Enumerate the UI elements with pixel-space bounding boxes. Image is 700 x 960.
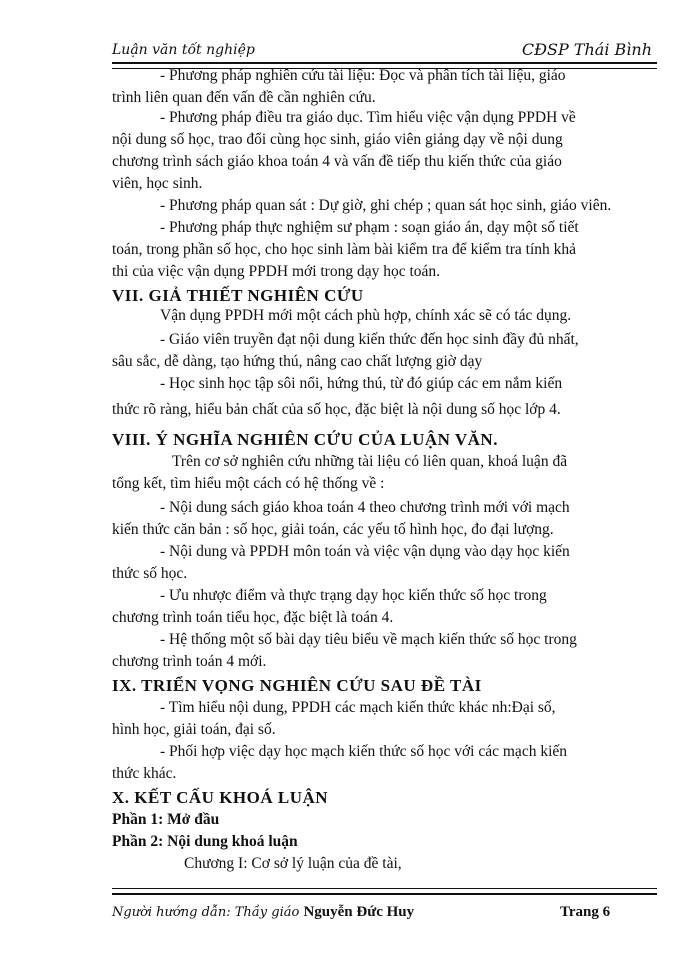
paragraph-line: - Phương pháp nghiên cứu tài liệu: Đọc và phân tích tài liệu, giáo bbox=[160, 67, 566, 84]
section-heading: IX. TRIỂN VỌNG NGHIÊN CỨU SAU ĐỀ TÀI bbox=[112, 676, 482, 695]
paragraph-line: viên, học sinh. bbox=[112, 175, 203, 192]
footer-rule bbox=[112, 888, 657, 895]
header-thesis-label: Luận văn tốt nghiệp bbox=[112, 42, 255, 58]
paragraph-line: - Hệ thống một số bài dạy tiêu biểu về mạch kiến thức số học trong bbox=[160, 631, 577, 648]
section-heading: VII. GIẢ THIẾT NGHIÊN CỨU bbox=[112, 286, 364, 305]
outline-item: Phần 1: Mở đầu bbox=[112, 811, 220, 828]
paragraph-line: - Nội dung sách giáo khoa toán 4 theo chương trình mới với mạch bbox=[160, 499, 570, 516]
paragraph-line: thi của việc vận dụng PPDH mới trong dạy học toán. bbox=[112, 263, 441, 280]
page-header bbox=[112, 40, 652, 62]
paragraph-line: - Ưu nhược điểm và thực trạng dạy học kiến thức số học trong bbox=[160, 587, 547, 604]
paragraph-line: chương trình sách giáo khoa toán 4 và vấn đề tiếp thu kiến thức của giáo bbox=[112, 153, 562, 170]
paragraph-line: nội dung số học, trao đổi cùng học sinh, giáo viên giảng dạy về nội dung bbox=[112, 131, 563, 148]
header-school-label: CĐSP Thái Bình bbox=[521, 40, 652, 59]
paragraph-line: - Phương pháp điều tra giáo dục. Tìm hiểu việc vận dụng PPDH về bbox=[160, 109, 576, 126]
paragraph-line: thức số học. bbox=[112, 565, 188, 582]
footer-instructor bbox=[112, 904, 414, 921]
instructor-prefix: Người hướng dẫn: Thầy giáo bbox=[112, 905, 304, 920]
paragraph-line: - Phối hợp việc dạy học mạch kiến thức số học với các mạch kiến bbox=[160, 743, 568, 760]
paragraph-line: kiến thức căn bản : số học, giải toán, các yếu tố hình học, đo đại lượng. bbox=[112, 521, 554, 538]
paragraph-line: - Học sinh học tập sôi nổi, hứng thú, từ đó giúp các em nắm kiến bbox=[160, 375, 563, 392]
outline-item: Phần 2: Nội dung khoá luận bbox=[112, 833, 298, 850]
instructor-name: Nguyễn Đức Huy bbox=[303, 904, 415, 920]
paragraph-line: sâu sắc, dễ dàng, tạo hứng thú, nâng cao chất lượng giờ dạy bbox=[112, 353, 483, 370]
paragraph-line: - Nội dung và PPDH môn toán và việc vận dụng vào dạy học kiến bbox=[160, 543, 570, 560]
paragraph-line: - Phương pháp quan sát : Dự giờ, ghi chép ; quan sát học sinh, giáo viên. bbox=[160, 197, 612, 214]
page-number: Trang 6 bbox=[560, 904, 611, 920]
paragraph-line: chương trình toán tiểu học, đặc biệt là toán 4. bbox=[112, 609, 394, 626]
paragraph-line: Vận dụng PPDH mới một cách phù hợp, chính xác sẽ có tác dụng. bbox=[160, 307, 572, 324]
paragraph-line: - Giáo viên truyền đạt nội dung kiến thức đến học sinh đầy đủ nhất, bbox=[160, 331, 579, 348]
paragraph-line: trình liên quan đến vấn đề cần nghiên cứu. bbox=[112, 89, 376, 106]
paragraph-line: - Tìm hiểu nội dung, PPDH các mạch kiến thức khác nh:Đại số, bbox=[160, 699, 556, 716]
paragraph-line: tổng kết, tìm hiểu một cách có hệ thống về : bbox=[112, 475, 385, 492]
paragraph-line: hình học, giải toán, đại số. bbox=[112, 721, 276, 738]
outline-subitem: Chương I: Cơ sở lý luận của đề tài, bbox=[184, 855, 402, 872]
paragraph-line: toán, trong phần số học, cho học sinh làm bài kiểm tra để kiểm tra tính khả bbox=[112, 241, 577, 258]
section-heading: X. KẾT CẤU KHOÁ LUẬN bbox=[112, 788, 329, 807]
paragraph-line: thức khác. bbox=[112, 765, 177, 782]
paragraph-line: thức rõ ràng, hiểu bản chất của số học, đặc biệt là nội dung số học lớp 4. bbox=[112, 401, 561, 418]
paragraph-line: chương trình toán 4 mới. bbox=[112, 653, 267, 670]
section-heading: VIII. Ý NGHĨA NGHIÊN CỨU CỦA LUẬN VĂN. bbox=[112, 430, 498, 449]
paragraph-line: Trên cơ sở nghiên cứu những tài liệu có liên quan, khoá luận đã bbox=[172, 453, 568, 470]
paragraph-line: - Phương pháp thực nghiệm sư phạm : soạn giáo án, dạy một số tiết bbox=[160, 219, 579, 236]
